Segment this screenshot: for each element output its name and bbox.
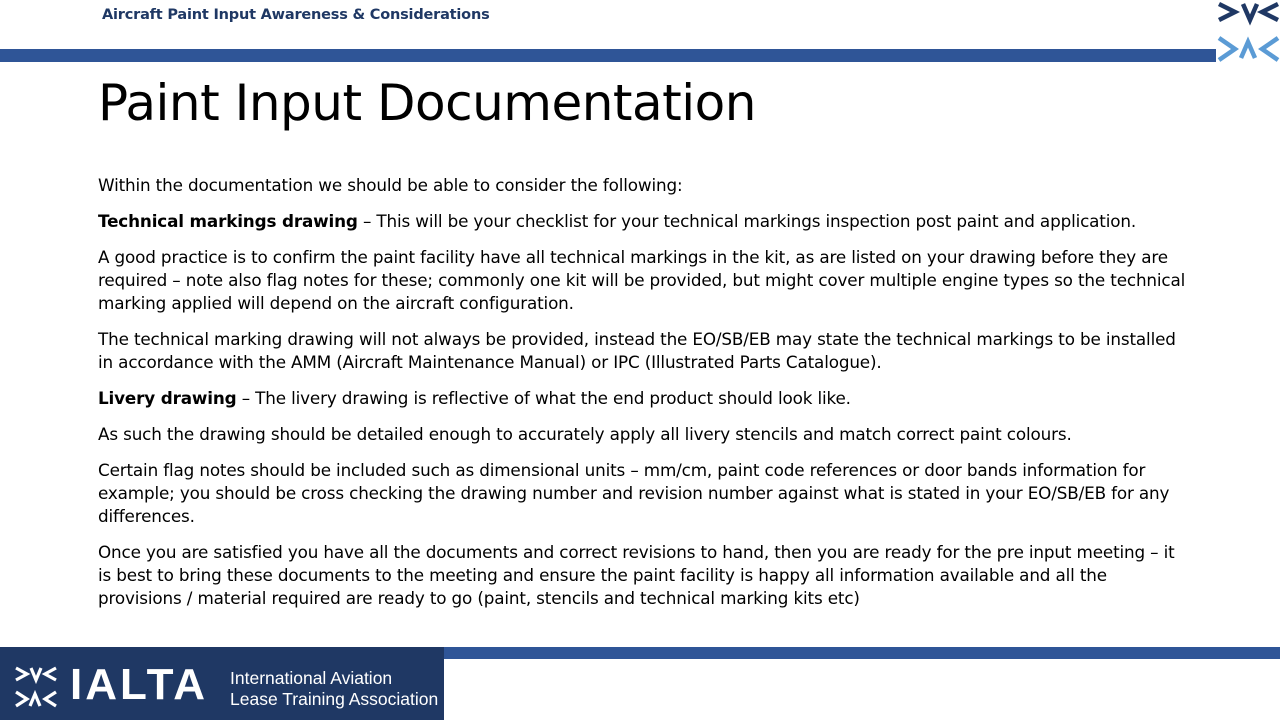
footer-org-line-1: International Aviation	[230, 668, 393, 688]
technical-markings-text: – This will be your checklist for your technical markings inspection post paint and application.	[357, 211, 1137, 231]
livery-drawing-text: – The livery drawing is reflective of what the end product should look like.	[236, 388, 851, 408]
bottom-divider-bar	[444, 647, 1280, 659]
detailed-paragraph: As such the drawing should be detailed enough to accurately apply all livery stencils and match correct paint colours.	[98, 424, 1072, 444]
satisfied-paragraph: Once you are satisfied you have all the documents and correct revisions to hand, then you are ready for the pre input meeting – it is best to bring these documents to the meeting and ensure the paint facility is happy all information available and all the provisions / material required are ready to go (paint, stencils and technical marking kits etc)	[98, 542, 1175, 608]
header-title: Aircraft Paint Input Awareness & Considerations	[102, 7, 490, 23]
intro-paragraph: Within the documentation we should be able to consider the following:	[98, 175, 683, 195]
footer-logo	[0, 647, 444, 720]
livery-drawing-label: Livery drawing	[98, 388, 237, 408]
top-divider-bar	[0, 49, 1216, 62]
footer-org-name	[230, 668, 438, 710]
ialta-logo-icon	[1217, 0, 1280, 62]
slide-body	[98, 174, 1188, 623]
footer-org-line-2: Lease Training Association	[230, 689, 439, 709]
page-title: Paint Input Documentation	[98, 74, 756, 132]
good-practice-paragraph: A good practice is to confirm the paint facility have all technical markings in the kit, as are listed on your drawing before they are required – note also flag notes for these; commonly one kit will be provided, but might cover multiple engine types so the technical marking applied will depend on the aircraft configuration.	[98, 247, 1186, 313]
flag-notes-paragraph: Certain flag notes should be included such as dimensional units – mm/cm, paint code references or door bands information for example; you should be cross checking the drawing number and revision number against what is stated in your EO/SB/EB for any differences.	[98, 460, 1170, 526]
footer-brand: IALTA	[70, 660, 208, 709]
technical-markings-paragraph	[98, 210, 1188, 233]
not-provided-paragraph: The technical marking drawing will not always be provided, instead the EO/SB/EB may state the technical markings to be installed in accordance with the AMM (Aircraft Maintenance Manual) or IPC (Illustrated Parts Catalogue).	[98, 329, 1176, 372]
livery-drawing-paragraph	[98, 387, 1188, 410]
technical-markings-label: Technical markings drawing	[98, 211, 358, 231]
ialta-mark-icon	[14, 666, 58, 708]
